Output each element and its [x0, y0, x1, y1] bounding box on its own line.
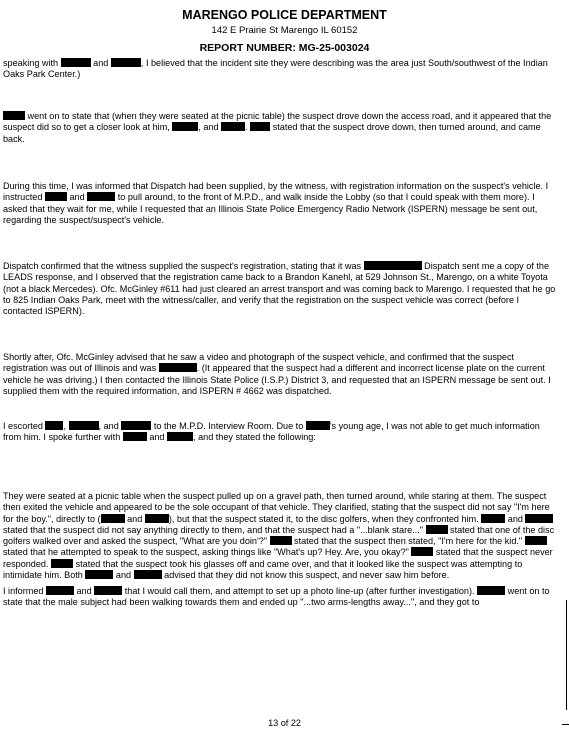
- redaction-box: [525, 536, 547, 545]
- redaction-box: [306, 421, 330, 430]
- narrative-paragraph-1: speaking with and , I believed that the incident site they were describing was the area just South/southwest of the Indian Oaks Park Center.): [3, 58, 548, 80]
- narrative-paragraph-5: Shortly after, Ofc. McGinley advised that he saw a video and photograph of the suspect vehicle, and confirmed that the suspect registration was out of Illinois and was . (It appeared that the suspect had a different and incorrect license plate on the current vehicle he was driving.) I then contacted the Illinois State Police (I.S.P.) District 3, and requested that an ISPERN message be sent out. I supplied them with the required information, and ISPERN # 4662 was dispatched.: [3, 352, 551, 396]
- redaction-box: [134, 570, 162, 579]
- redaction-box: [101, 514, 125, 523]
- narrative-paragraph-3: During this time, I was informed that Dispatch had been supplied, by the witness, with registration information on the suspect's vehicle. I instructed and to pull around, to the front of M.P.D., and walk inside the Lobby (so that I could speak with them more). I asked that they wait for me, while I requested that an Illinois State Police Emergency Radio Network (ISPERN) message be sent out, regarding the suspect/suspect's vehicle.: [3, 181, 549, 225]
- redaction-box: [46, 586, 74, 595]
- redaction-box: [45, 421, 63, 430]
- agency-name: MARENGO POLICE DEPARTMENT: [182, 8, 387, 22]
- redaction-box: [51, 559, 73, 568]
- redaction-box: [411, 547, 433, 556]
- redaction-box: [159, 363, 197, 372]
- redaction-box: [45, 192, 67, 201]
- narrative-paragraph-8: I informed and that I would call them, and attempt to set up a photo line-up (after further investigation). went on to state that the male subject had been walking towards them and ended up "...two arms-lengths away...", and they got to: [3, 586, 550, 608]
- redaction-box: [94, 586, 122, 595]
- redaction-box: [87, 192, 115, 201]
- redaction-box: [3, 111, 25, 120]
- narrative-paragraph-2: went on to state that (when they were seated at the picnic table) the suspect drove down the access road, and it appeared that the suspect did so to get a closer look at him, , and . stated that the suspect drove down, then turned around, and came back.: [3, 111, 552, 144]
- redaction-box: [61, 58, 91, 67]
- redaction-box: [111, 58, 141, 67]
- narrative-paragraph-7: They were seated at a picnic table when the suspect pulled up on a gravel path, then turned around, while staring at them. The suspect then exited the vehicle and appeared to be the sole occupant of that vehicle. They clarified, stating that the suspect did not say "I'm here for the boy.", directly to ( and ), but that the suspect stated it, to the disc golfers, when they confronted him. and stated that the suspect did not say anything directly to them, and that the suspect had a "...blank stare..." stated that one of the disc golfers walked over and asked the suspect, "What are you doin'?" stated that the suspect then stated, "I'm here for the kid." stated that he attempted to speak to the suspect, asking things like "What's up? Hey. Are, you okay?" stated that the suspect never responded. stated that the suspect took his glasses off and came over, and that it looked like the suspect was attempting to intimidate him. Both and advised that they did not know this suspect, and never saw him before.: [3, 491, 555, 581]
- redaction-box: [221, 122, 245, 131]
- agency-address: 142 E Prairie St Marengo IL 60152: [211, 25, 358, 36]
- redaction-box: [481, 514, 505, 523]
- report-number: REPORT NUMBER: MG-25-003024: [199, 42, 370, 54]
- redaction-box: [525, 514, 553, 523]
- redaction-box: [270, 536, 292, 545]
- narrative-paragraph-4: Dispatch confirmed that the witness supplied the suspect's registration, stating that it was Dispatch sent me a copy of the LEADS response, and I observed that the registration came back to a Brandon Kanehl, at 529 Johnson St., Marengo, on a white Toyota (not a black Mercedes). Ofc. McGinley #611 had just cleared an arrest transport and was coming back to Marengo. I requested that he go to 825 Indian Oaks Park, meet with the witness/caller, and verify that the registration on the suspect vehicle was correct (before I contacted ISPERN).: [3, 261, 556, 317]
- scan-edge-line: [566, 600, 567, 710]
- scan-edge-tick: [562, 724, 569, 725]
- redaction-box: [85, 570, 113, 579]
- redaction-box: [69, 421, 99, 430]
- redaction-box: [145, 514, 169, 523]
- redaction-box: [250, 122, 270, 131]
- redaction-box: [426, 525, 448, 534]
- redaction-box: [167, 432, 193, 441]
- redaction-box: [121, 421, 151, 430]
- page-number: 13 of 22: [268, 718, 301, 728]
- redaction-box: [123, 432, 147, 441]
- narrative-paragraph-6: I escorted , , and to the M.P.D. Interview Room. Due to 's young age, I was not able to get much information from him. I spoke further with and , and they stated the following:: [3, 421, 540, 443]
- redaction-box: [172, 122, 198, 131]
- redaction-box: [477, 586, 505, 595]
- redaction-box: [364, 261, 422, 270]
